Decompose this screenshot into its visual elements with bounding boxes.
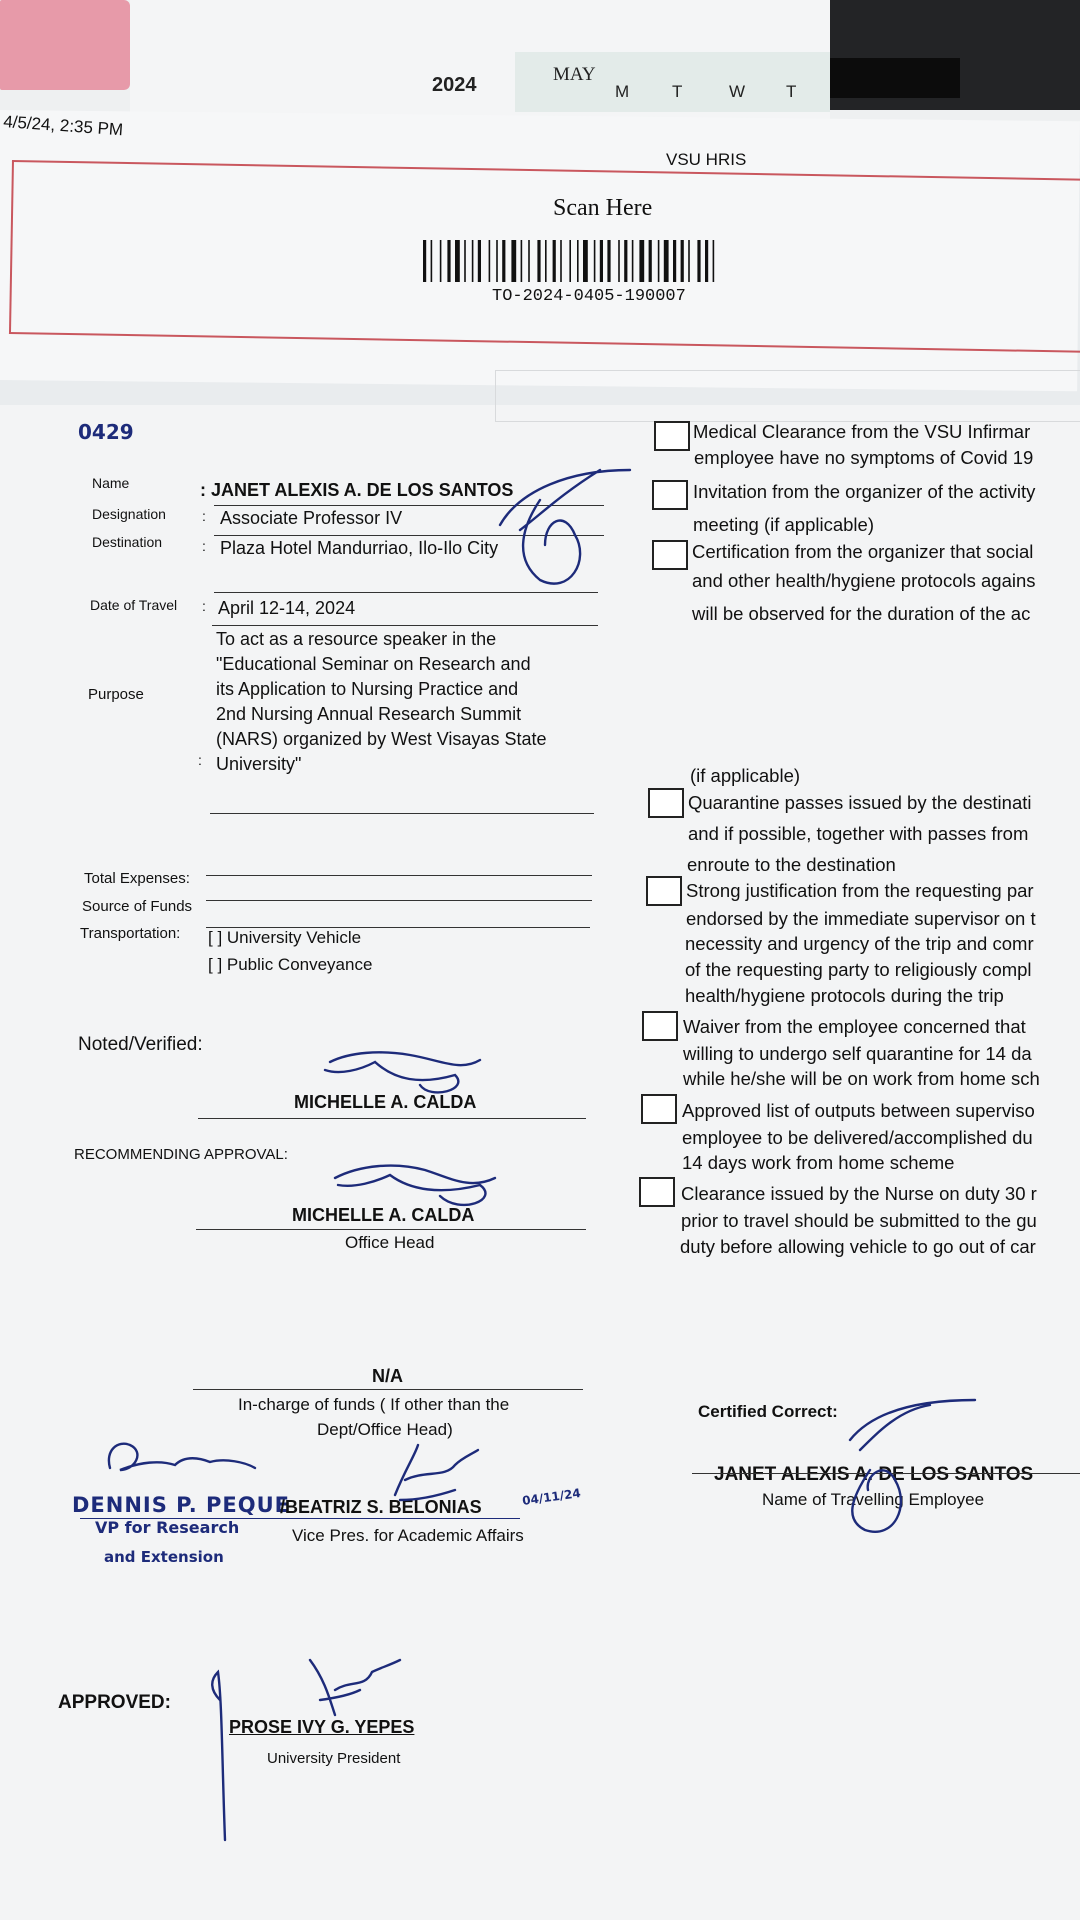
- designation-label: Designation: [92, 506, 166, 522]
- purpose-line: (NARS) organized by West Visayas State: [216, 729, 547, 749]
- purpose-line: University": [216, 754, 302, 774]
- purpose-line: "Educational Seminar on Research and: [216, 654, 531, 674]
- name-value: : JANET ALEXIS A. DE LOS SANTOS: [200, 480, 514, 500]
- transport-university-vehicle: [ ] University Vehicle: [208, 928, 362, 947]
- requirement-line: and if possible, together with passes from: [688, 823, 1029, 844]
- handwritten-number: 0429: [78, 420, 134, 444]
- handwritten-date: 04/11/24: [521, 1485, 582, 1509]
- scan-label: Scan Here: [553, 195, 653, 221]
- purpose-text: [216, 627, 546, 777]
- requirement-line: necessity and urgency of the trip and comr: [685, 933, 1034, 954]
- requirement-line: (if applicable): [690, 765, 801, 786]
- certified-correct-label: Certified Correct:: [698, 1402, 838, 1421]
- requirement-line: endorsed by the immediate supervisor on t: [686, 908, 1036, 929]
- barcode-number: TO-2024-0405-190007: [492, 287, 686, 306]
- requirement-line: Medical Clearance from the VSU Infirmar: [693, 421, 1031, 442]
- calendar-month: MAY: [553, 64, 596, 85]
- print-timestamp: 4/5/24, 2:35 PM: [2, 112, 124, 140]
- certified-employee-title: Name of Travelling Employee: [762, 1490, 985, 1509]
- weekday: W: [729, 82, 746, 101]
- funds-title-line: In-charge of funds ( If other than the: [238, 1395, 510, 1414]
- approved-label: APPROVED:: [58, 1692, 171, 1713]
- checkbox-nurse-clearance[interactable]: [639, 1177, 675, 1207]
- barcode: [423, 240, 795, 282]
- president-title: University President: [267, 1750, 401, 1767]
- requirement-line: Quarantine passes issued by the destinati: [688, 792, 1032, 813]
- name-label: Name: [92, 475, 130, 491]
- handwritten-vp-name: DENNIS P. PEQUE: [72, 1493, 290, 1517]
- requirement-line: employee have no symptoms of Covid 19: [694, 447, 1034, 468]
- colon: :: [202, 508, 206, 524]
- office-head-title: Office Head: [345, 1233, 435, 1252]
- noted-signatory-name: MICHELLE A. CALDA: [294, 1092, 477, 1112]
- dark-object-shadow: [830, 58, 960, 98]
- requirement-line: of the requesting party to religiously compl: [685, 959, 1032, 980]
- requirement-line: Approved list of outputs between superviso: [682, 1100, 1035, 1121]
- requirement-line: meeting (if applicable): [693, 514, 874, 535]
- requirement-line: prior to travel should be submitted to the gu: [681, 1210, 1037, 1231]
- requirement-line: duty before allowing vehicle to go out of car: [680, 1236, 1036, 1257]
- date-label: Date of Travel: [90, 597, 178, 613]
- requirement-line: willing to undergo self quarantine for 14 da: [683, 1043, 1032, 1064]
- system-name: VSU HRIS: [666, 150, 747, 169]
- requirement-line: enroute to the destination: [687, 854, 896, 875]
- checkbox-waiver[interactable]: [642, 1011, 678, 1041]
- calendar-year: 2024: [432, 74, 477, 96]
- weekday: T: [672, 82, 683, 101]
- vp-signatory-name: /BEATRIZ S. BELONIAS: [280, 1497, 482, 1517]
- requirement-line: 14 days work from home scheme: [682, 1152, 955, 1173]
- requirement-line: while he/she will be on work from home sch: [683, 1068, 1040, 1089]
- requirement-line: Waiver from the employee concerned that: [683, 1016, 1026, 1037]
- destination-label: Destination: [92, 534, 163, 550]
- president-name: PROSE IVY G. YEPES: [229, 1717, 415, 1737]
- requirement-line: Invitation from the organizer of the activity: [693, 481, 1036, 502]
- colon: :: [202, 598, 206, 614]
- requirement-line: and other health/hygiene protocols agains: [692, 570, 1036, 591]
- destination-value: Plaza Hotel Mandurriao, Ilo-Ilo City: [220, 538, 499, 558]
- recommending-approval-label: RECOMMENDING APPROVAL:: [74, 1146, 288, 1163]
- funds-in-charge-name: N/A: [372, 1366, 403, 1386]
- pink-object: [0, 0, 130, 90]
- vp-title: Vice Pres. for Academic Affairs: [292, 1526, 524, 1545]
- weekday: T: [786, 82, 797, 101]
- calendar-weekdays: [615, 82, 843, 102]
- recommending-signatory-name: MICHELLE A. CALDA: [292, 1205, 475, 1225]
- faint-stamp-box: [495, 370, 1080, 422]
- certified-employee-name: JANET ALEXIS A. DE LOS SANTOS: [714, 1464, 1034, 1485]
- handwritten-vp-title: VP for Research: [95, 1518, 240, 1537]
- weekday: M: [615, 82, 630, 101]
- handwritten-vp-title: and Extension: [104, 1548, 224, 1566]
- source-of-funds-label: Source of Funds: [82, 898, 193, 915]
- purpose-line: its Application to Nursing Practice and: [216, 679, 519, 699]
- purpose-label: Purpose: [88, 686, 144, 703]
- checkbox-approved-outputs[interactable]: [641, 1094, 677, 1124]
- funds-title-line: Dept/Office Head): [317, 1420, 453, 1439]
- checkbox-medical-clearance[interactable]: [654, 421, 690, 451]
- checkbox-quarantine-passes[interactable]: [648, 788, 684, 818]
- colon: :: [198, 752, 202, 768]
- checkbox-invitation[interactable]: [652, 480, 688, 510]
- purpose-line: 2nd Nursing Annual Research Summit: [216, 704, 522, 724]
- checkbox-justification[interactable]: [646, 876, 682, 906]
- requirement-line: health/hygiene protocols during the trip: [685, 985, 1004, 1006]
- transportation-label: Transportation:: [80, 925, 181, 942]
- purpose-line: To act as a resource speaker in the: [216, 629, 497, 649]
- requirement-line: employee to be delivered/accomplished du: [682, 1127, 1033, 1148]
- requirement-line: Clearance issued by the Nurse on duty 30 r: [681, 1183, 1037, 1204]
- total-expenses-label: Total Expenses:: [84, 870, 190, 887]
- requirement-line: Strong justification from the requesting par: [686, 880, 1034, 901]
- colon: :: [202, 538, 206, 554]
- requirement-line: will be observed for the duration of the ac: [692, 603, 1031, 624]
- requirement-line: Certification from the organizer that social: [692, 541, 1034, 562]
- designation-value: Associate Professor IV: [220, 508, 403, 528]
- noted-verified-label: Noted/Verified:: [78, 1034, 203, 1055]
- checkbox-certification[interactable]: [652, 540, 688, 570]
- transport-public-conveyance: [ ] Public Conveyance: [208, 955, 373, 974]
- date-value: April 12-14, 2024: [218, 598, 356, 618]
